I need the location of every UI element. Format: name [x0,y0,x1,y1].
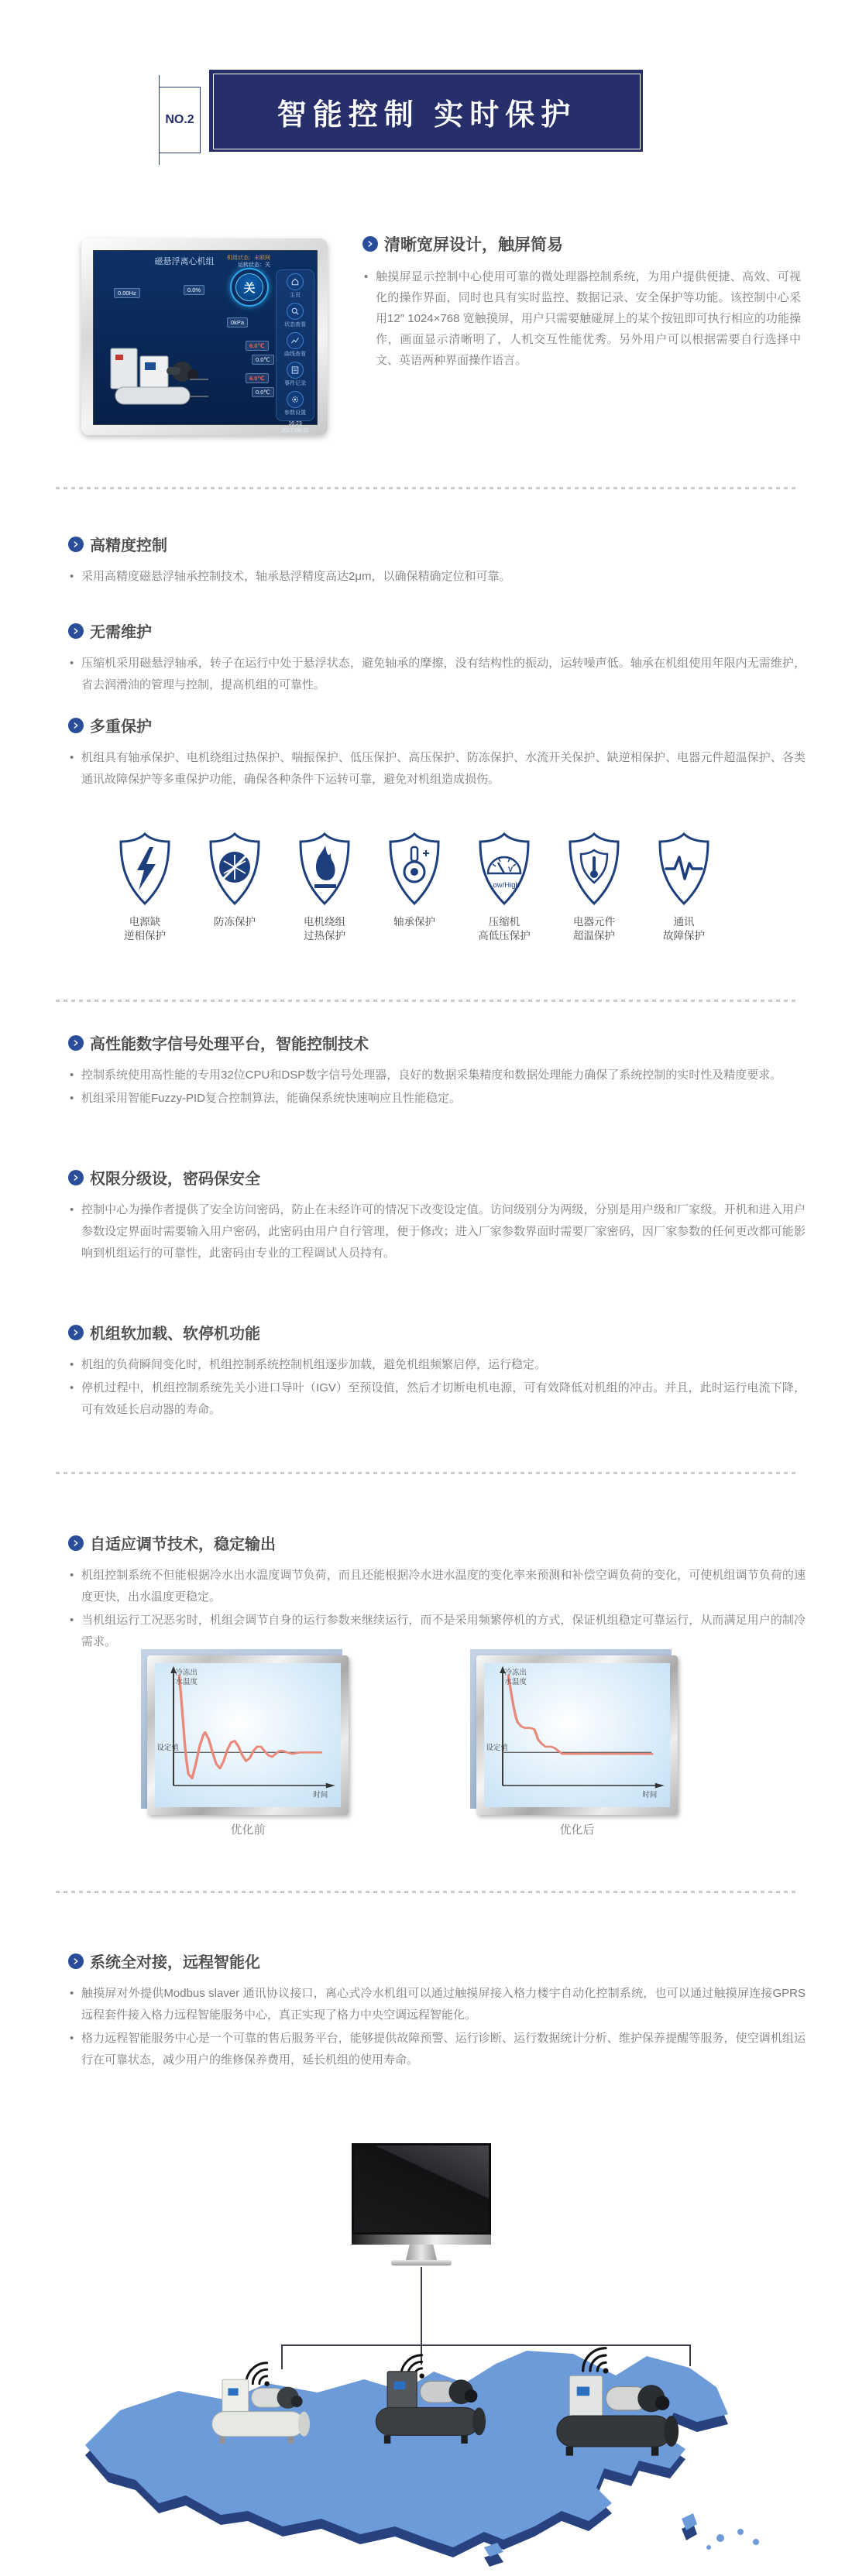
bullet-text: 机组控制系统不但能根据冷水出水温度调节负荷，而且还能根据冷水进水温度的变化率来预测和补偿空调负荷的变化，可使机组调节负荷的速度更快，出水温度更稳定。 [81,1569,806,1604]
section-heading: 高性能数字信号处理平台，智能控制技术 [90,1036,369,1053]
shield-label: 压缩机 [488,916,520,928]
chevron-circle-icon [68,718,84,733]
section-maintenance-free [68,619,806,698]
bullet-item [68,653,806,696]
bullet-text: 机组具有轴承保护、电机绕组过热保护、喘振保护、低压保护、高压保护、防冻保护、水流开关保护、缺逆相保护、电器元件超温保护、各类通讯故障保护等多重保护功能，确保各种条件下运转可靠，避免对机组造成损伤。 [81,751,806,786]
bullet-text: 压缩机采用磁悬浮轴承，转子在运行中处于悬浮状态，避免轴承的摩擦，没有结构性的振动，运转噪声低。轴承在机组使用年限内无需维护，省去润滑油的管理与控制，提高机组的可靠性。 [81,657,806,691]
section-remote [68,1950,806,2073]
thermometer-shield-icon [564,830,624,907]
hmi-nav-settings [284,391,306,417]
section-precision [68,533,806,589]
section-heading: 权限分级设，密码保安全 [90,1171,260,1188]
shield-label: 电器元件 [573,916,615,928]
bullet-item [68,1354,806,1376]
bullet-text: 格力远程智能服务中心是一个可靠的售后服务平台，能够提供故障预警、运行诊断、运行数据统计分析、维护保养提醒等服务，使空调机组运行在可靠状态，减少用户的维修保养费用，延长机组的使用寿命。 [81,2032,806,2067]
chevron-circle-icon [68,623,84,639]
chart-plot-area [155,1663,341,1807]
chart-frame [476,1655,678,1815]
svg-text:V: V [508,866,514,873]
chevron-circle-icon [68,1325,84,1340]
shield-label: 通讯 [673,916,695,928]
shield-bearing [374,830,455,943]
section-adaptive [68,1532,806,1655]
shield-power-phase [105,830,185,943]
bullet-item [68,1377,806,1421]
search-icon [287,303,304,320]
hmi-temp-readout-cold2: 0.0℃ [252,387,274,397]
hmi-nav-label: 事件记录 [284,381,306,386]
shield-label: 电源缺 [129,916,161,928]
chart-plot-area [484,1663,670,1807]
bearing-shield-icon [384,830,445,907]
bullet-text: 控制中心为操作者提供了安全访问密码，防止在未经许可的情况下改变设定值。访问级别分为两级，分别是用户级和厂家级。开机和进入用户参数设定界面时需要输入用户密码，此密码由用户自行管理，便于修改；进入厂家参数界面时需要厂家密码，因厂家参数的任何更改都可能影响到机组运行的可靠性，此密码由专业的工程调试人员持有。 [81,1203,806,1260]
bullet-item [68,1199,806,1264]
page-number-badge [159,87,201,153]
page-number-label: NO.2 [165,113,194,126]
connector-line-vertical [421,2267,422,2344]
hmi-title: 磁悬浮离心机组 [154,257,215,266]
bullet-text: 机组采用智能Fuzzy-PID复合控制算法，能确保系统快速响应且性能稳定。 [81,1092,462,1105]
curve-chart-icon [287,332,304,349]
hmi-clock [281,420,309,434]
bullet-text: 当机组运行工况恶劣时，机组会调节自身的运行参数来继续运行，而不是采用频繁停机的方式，保证机组稳定可靠运行，从而满足用户的制冷需求。 [81,1614,806,1648]
hmi-load-readout: 0.0% [184,285,204,295]
chart-after-optimization [476,1655,678,1815]
bullet-item [68,1088,806,1110]
hmi-nav-status [284,303,306,328]
section-heading: 机组软加载、软停机功能 [90,1326,260,1343]
chart-setline-label: 设定值 [486,1744,508,1753]
dashed-divider [56,1000,798,1002]
shield-overtemp [554,830,634,943]
hmi-frequency-readout: 0.00Hz [114,288,140,298]
monitor-bezel [352,2235,491,2245]
section-dsp-platform [68,1031,806,1111]
shield-label: 过热保护 [304,930,345,942]
shield-label: 防冻保护 [214,916,256,928]
bullet-item [68,1983,806,2026]
chevron-circle-icon [68,537,84,552]
bullet-item [68,1565,806,1608]
hmi-time-value: 16:23 [288,421,302,427]
hmi-nav-label: 曲线查看 [284,352,306,357]
hmi-nav-label: 主页 [290,293,301,298]
hmi-nav-label: 状态查看 [284,322,306,328]
title-banner [209,70,643,152]
dashed-divider [56,487,798,489]
lightning-shield-icon [115,830,175,907]
bullet-text: 停机过程中，机组控制系统先关小进口导叶（IGV）至预设值，然后才切断电机电源，可有效降低对机组的冲击。并且，此时运行电流下降，可有效延长启动器的寿命。 [81,1381,806,1416]
hmi-status [227,255,270,269]
page-title: 智能控制 实时保护 [213,74,641,149]
bullet-text: 采用高精度磁悬浮轴承控制技术，轴承悬浮精度高达2μm，以确保精确定位和可靠。 [81,570,511,583]
dashed-divider [56,1472,798,1474]
hmi-status-line1: 机组状态：未联网 [227,256,270,261]
flame-shield-icon [294,830,355,907]
shield-label: 电机绕组 [304,916,345,928]
intro-bullet-text: 触摸屏显示控制中心使用可靠的微处理器控制系统，为用户提供便捷、高效、可视化的操作界面，同时也具有实时监控、数据记录、安全保护等功能。该控制中心采用12″ 1024×768 宽触摸屏，用户只需要触碰屏上的某个按钮即可执行相应的功能操作，画面显示清晰明了，人机交互性能优秀。另外用户可以根据需要自行选择中文、英语两种界面操作语言。 [376,270,801,367]
hmi-sidebar [276,269,314,434]
chevron-circle-icon [68,1953,84,1969]
shield-label: 高低压保护 [478,930,531,942]
section-heading: 系统全对接，远程智能化 [90,1954,260,1971]
shield-antifreeze [194,830,275,943]
chart-xlabel: 时间 [642,1790,658,1799]
monitor-base [391,2260,452,2266]
shield-label: 故障保护 [663,930,705,942]
hmi-temp-readout-hot2: 6.0℃ [246,373,269,383]
hmi-pressure-readout: 0kPa [227,317,248,328]
chart-setline-label: 设定值 [156,1744,179,1753]
touchscreen-panel-image [81,238,328,435]
gauge-text: Low/High [489,881,520,890]
hmi-date-value: 2017-09-21 [281,428,309,434]
section-heading: 无需维护 [90,624,152,641]
bullet-item [68,747,806,791]
intro-heading: 清晰宽屏设计，触屏简易 [384,236,563,254]
section-heading: 自适应调节技术，稳定输出 [90,1536,276,1553]
bullet-item [68,1610,806,1653]
monitor-graphic [352,2143,491,2266]
chiller-unit-dark [362,2360,494,2445]
bullet-text: 触摸屏对外提供Modbus slaver 通讯协议接口，离心式冷水机组可以通过触摸屏接入格力楼宇自动化控制系统，也可以通过触摸屏连接GPRS 远程套件接入格力远程智能服务中心，真正实现了格力中央空调远程智能化。 [81,1987,806,2022]
shield-pressure [464,830,545,943]
section-heading: 高精度控制 [90,537,167,554]
hmi-temp-readout-hot: 6.0℃ [246,341,269,351]
chart-caption-after: 优化后 [559,1823,595,1837]
bullet-item [68,566,806,588]
section-heading: 多重保护 [90,719,152,736]
intro-section [362,232,801,372]
chart-ylabel: 冷冻出 水温度 [175,1669,198,1687]
chevron-circle-icon [68,1170,84,1185]
shield-label: 超温保护 [573,930,615,942]
connector-drop-left [281,2344,283,2369]
connector-drop-right [689,2344,691,2366]
chart-before-optimization [147,1655,349,1815]
bullet-item [68,2028,806,2071]
pressure-gauge-shield-icon [474,830,534,907]
gear-icon [287,391,304,408]
hmi-temp-readout-cold: 0.0℃ [252,355,274,365]
hmi-nav-events [284,362,306,387]
chevron-circle-icon [362,236,378,252]
chart-ylabel: 冷冻出 水温度 [504,1669,527,1687]
chiller-unit-light [200,2369,318,2445]
chiller-unit-dark-large [541,2363,689,2458]
intro-bullet [362,266,801,371]
snowflake-shield-icon [204,830,265,907]
remote-network-illustration [62,2137,790,2571]
shield-overheat [284,830,365,943]
hmi-power-button [230,268,269,307]
hmi-status-line2: 运转状态：关 [238,262,270,268]
section-multi-protection [68,714,806,792]
monitor-stand [406,2245,437,2260]
connector-line-horizontal [281,2344,691,2346]
chart-xlabel: 时间 [313,1790,328,1799]
shield-label: 轴承保护 [393,916,435,928]
chart-caption-before: 优化前 [230,1823,266,1837]
hmi-nav-label: 参数设置 [284,410,306,416]
bullet-text: 控制系统使用高性能的专用32位CPU和DSP数字信号处理器，良好的数据采集精度和数据处理能力确保了系统控制的实时性及精度要求。 [81,1068,782,1082]
shield-comm-fault [644,830,724,943]
shield-label: 逆相保护 [124,930,166,942]
hmi-power-label: 关 [235,273,263,301]
hmi-nav-home [287,273,304,299]
chart-frame [147,1655,349,1815]
hmi-chiller-graphic [105,339,213,417]
section-soft-load [68,1321,806,1422]
chevron-circle-icon [68,1535,84,1551]
section-password [68,1166,806,1266]
monitor-screen [352,2143,491,2235]
chevron-circle-icon [68,1035,84,1051]
pulse-shield-icon [654,830,714,907]
home-icon [287,273,304,290]
bullet-item [68,1065,806,1086]
protection-icons-row [105,830,724,943]
bullet-text: 机组的负荷瞬间变化时，机组控制系统控制机组逐步加载，避免机组频繁启停，运行稳定。 [81,1358,547,1371]
dashed-divider [56,1891,798,1893]
hmi-nav-curve [284,332,306,358]
hmi-screen [93,250,318,434]
event-log-icon [287,362,304,379]
